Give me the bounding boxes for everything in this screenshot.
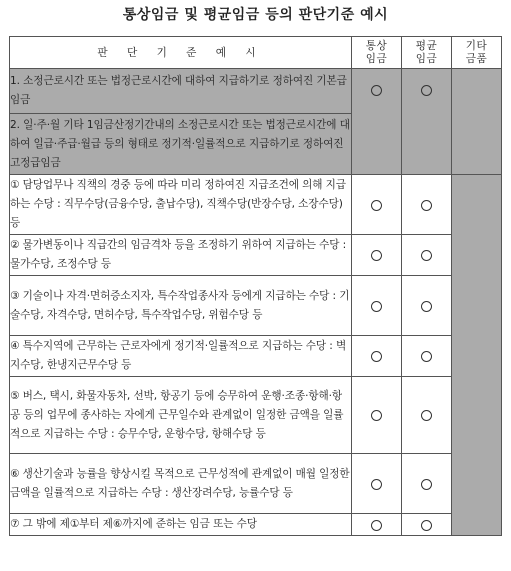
circle-mark-icon bbox=[371, 200, 382, 211]
table-header-row bbox=[10, 37, 502, 69]
circle-mark-icon bbox=[421, 200, 432, 211]
criteria-text: ② 물가변동이나 직급간의 임금격차 등을 조정하기 위하여 지급하는 수당 : 물가수당, 조정수당 등 bbox=[10, 235, 352, 276]
circle-mark-icon bbox=[371, 301, 382, 312]
circle-mark-icon bbox=[421, 520, 432, 531]
header-criteria: 판 단 기 준 예 시 bbox=[10, 37, 352, 69]
table-row bbox=[10, 235, 502, 276]
other-money-mark bbox=[452, 69, 502, 175]
circle-mark-icon bbox=[371, 410, 382, 421]
circle-mark-icon bbox=[371, 85, 382, 96]
circle-mark-icon bbox=[371, 520, 382, 531]
ordinary-wage-mark bbox=[352, 336, 402, 377]
table-row bbox=[10, 175, 502, 235]
average-wage-mark bbox=[402, 175, 452, 235]
average-wage-mark bbox=[402, 377, 452, 454]
table-row bbox=[10, 377, 502, 454]
average-wage-mark bbox=[402, 276, 452, 336]
circle-mark-icon bbox=[371, 250, 382, 261]
average-wage-mark bbox=[402, 69, 452, 175]
header-other-money-label: 기타 금품 bbox=[465, 39, 488, 65]
criteria-text: ① 담당업무나 직책의 경중 등에 따라 미리 정하여진 지급조건에 의해 지급하는 수당 : 직무수당(금융수당, 출납수당), 직책수당(반장수당, 소장수당) 등 bbox=[10, 175, 352, 235]
criteria-text: ⑤ 버스, 택시, 화물자동차, 선박, 항공기 등에 승무하여 운행·조종·항해·항공 등의 업무에 종사하는 자에게 근무일수와 관계없이 일정한 금액을 일률적으로 지급하는 수당 : 승무수당, 운항수당, 항해수당 등 bbox=[10, 377, 352, 454]
circle-mark-icon bbox=[421, 301, 432, 312]
table-row bbox=[10, 454, 502, 514]
average-wage-mark bbox=[402, 514, 452, 536]
ordinary-wage-mark bbox=[352, 377, 402, 454]
average-wage-mark bbox=[402, 336, 452, 377]
average-wage-mark bbox=[402, 235, 452, 276]
criteria-text: ⑦ 그 밖에 제①부터 제⑥까지에 준하는 임금 또는 수당 bbox=[10, 514, 352, 536]
ordinary-wage-mark bbox=[352, 276, 402, 336]
table-row bbox=[10, 69, 502, 114]
ordinary-wage-mark bbox=[352, 454, 402, 514]
circle-mark-icon bbox=[421, 479, 432, 490]
header-ordinary-wage bbox=[352, 37, 402, 69]
ordinary-wage-mark bbox=[352, 69, 402, 175]
ordinary-wage-mark bbox=[352, 514, 402, 536]
header-other-money bbox=[452, 37, 502, 69]
circle-mark-icon bbox=[371, 351, 382, 362]
average-wage-mark bbox=[402, 454, 452, 514]
ordinary-wage-mark bbox=[352, 175, 402, 235]
table-row bbox=[10, 336, 502, 377]
criteria-text: 2. 일·주·월 기타 1임금산정기간내의 소정근로시간 또는 법정근로시간에 대하여 일급·주급·월급 등의 형태로 정기적·일률적으로 지급하기로 정하여진 고정급임금 bbox=[10, 114, 352, 175]
circle-mark-icon bbox=[421, 410, 432, 421]
ordinary-wage-mark bbox=[352, 235, 402, 276]
header-ordinary-wage-label: 통상 임금 bbox=[365, 39, 388, 65]
criteria-text: 1. 소정근로시간 또는 법정근로시간에 대하여 지급하기로 정하여진 기본급 임금 bbox=[10, 69, 352, 114]
header-average-wage-label: 평균 임금 bbox=[415, 39, 438, 65]
criteria-table bbox=[9, 36, 502, 536]
table-row bbox=[10, 276, 502, 336]
header-average-wage bbox=[402, 37, 452, 69]
criteria-text: ⑥ 생산기술과 능률을 향상시킬 목적으로 근무성적에 관계없이 매월 일정한 금액을 일률적으로 지급하는 수당 : 생산장려수당, 능률수당 등 bbox=[10, 454, 352, 514]
circle-mark-icon bbox=[421, 250, 432, 261]
criteria-text: ④ 특수지역에 근무하는 근로자에게 정기적·일률적으로 지급하는 수당 : 벽지수당, 한냉지근무수당 등 bbox=[10, 336, 352, 377]
other-money-mark bbox=[452, 175, 502, 536]
table-row bbox=[10, 514, 502, 536]
circle-mark-icon bbox=[371, 479, 382, 490]
circle-mark-icon bbox=[421, 85, 432, 96]
criteria-text: ③ 기술이나 자격·면허증소지자, 특수작업종사자 등에게 지급하는 수당 : 기술수당, 자격수당, 면허수당, 특수작업수당, 위험수당 등 bbox=[10, 276, 352, 336]
circle-mark-icon bbox=[421, 351, 432, 362]
document-title: 통상임금 및 평균임금 등의 판단기준 예시 bbox=[122, 7, 389, 23]
